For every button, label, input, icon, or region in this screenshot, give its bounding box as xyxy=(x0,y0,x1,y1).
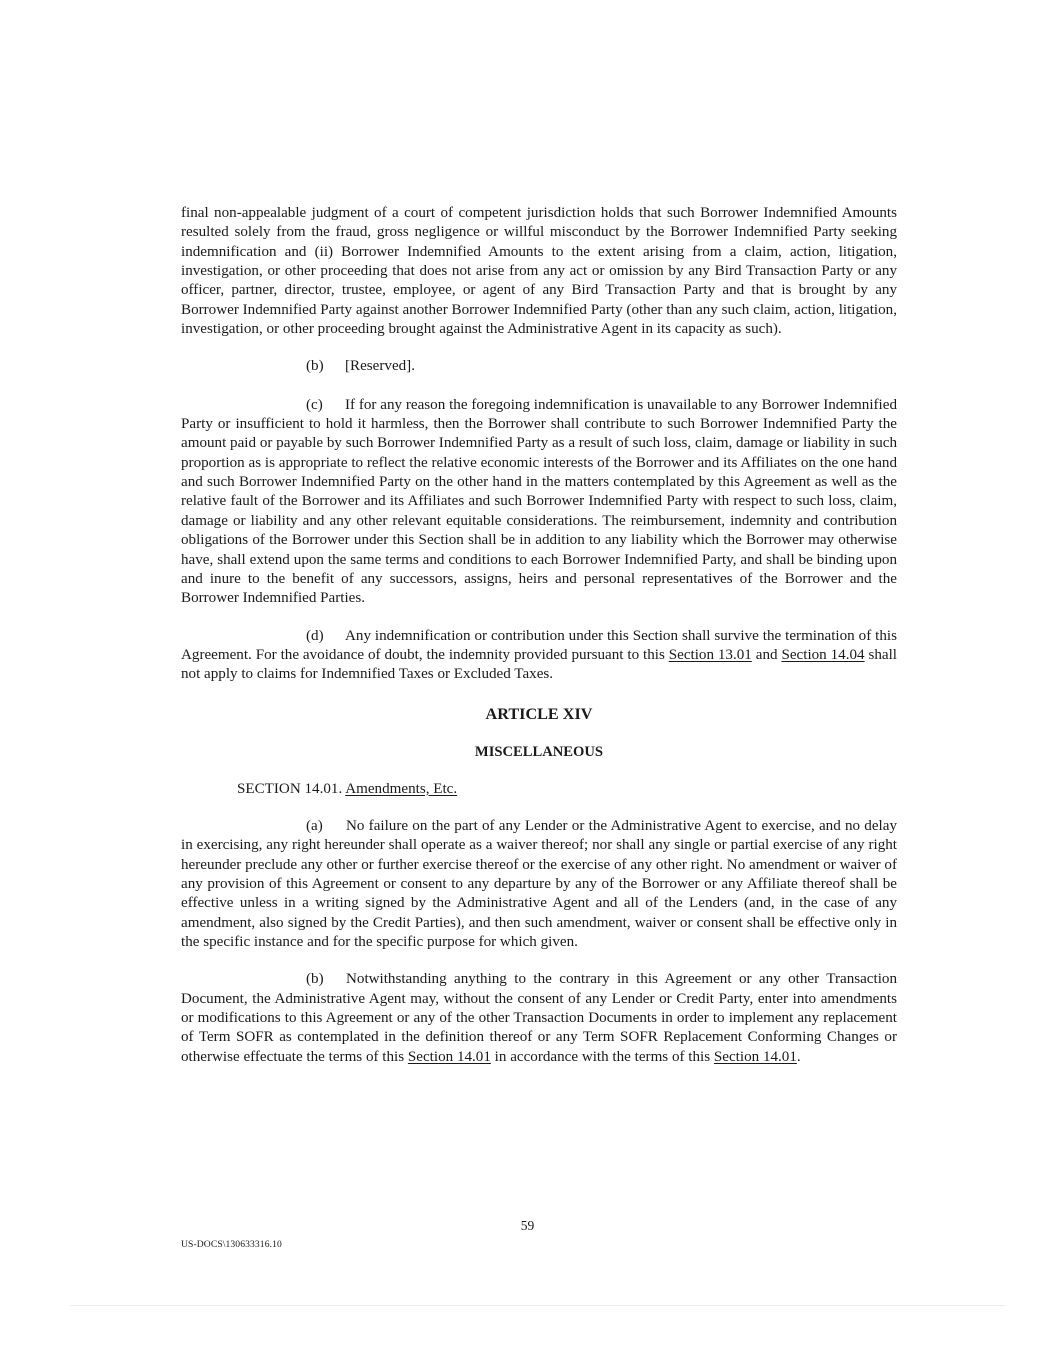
document-body xyxy=(181,204,897,1067)
intro-paragraph: final non-appealable judgment of a court of competent jurisdiction holds that such Borrower Indemnified Amounts resulted solely from the fraud, gross negligence or willful misconduct by the Borrower Indemnified Party seeking indemnification and (ii) Borrower Indemnified Amounts to the extent arising from a claim, action, litigation, investigation, or other proceeding that does not arise from any act or omission by any Bird Transaction Party or any officer, partner, director, trustee, employee, or agent of any Bird Transaction Party and that is brought by any Borrower Indemnified Party against another Borrower Indemnified Party (other than any such claim, action, litigation, investigation, or other proceeding brought against the Administrative Agent in its capacity as such). xyxy=(181,205,897,338)
paragraph-d-text-2: and xyxy=(751,646,782,663)
section-14-01-reference-1: Section 14.01 xyxy=(407,1048,491,1065)
paragraph-d xyxy=(181,627,897,685)
article-title: ARTICLE XIV xyxy=(485,704,593,723)
section-paragraph-b xyxy=(181,970,897,1067)
article-subtitle: MISCELLANEOUS xyxy=(474,743,604,760)
paragraph-d-text-1: Any indemnification or contribution under this Section shall survive the termination of this Agreement. For the avoidance of doubt, the indemnity provided pursuant to this xyxy=(181,627,897,663)
page-bottom-edge xyxy=(70,1305,1005,1306)
section-title: Amendments, Etc. xyxy=(345,780,458,797)
section-13-01-reference: Section 13.01 xyxy=(668,646,752,663)
paragraph-c-label: (c) xyxy=(306,396,323,413)
paragraph-c-text: If for any reason the foregoing indemnification is unavailable to any Borrower Indemnified Party or insufficient to hold it harmless, then the Borrower shall contribute to such Borrower Indemnified Party the amount paid or payable by such Borrower Indemnified Party as a result of such loss, claim, damage or liability in such proportion as is appropriate to reflect the relative economic interests of the Borrower and its Affiliates on the one hand and such Borrower Indemnified Party on the other hand in the matters contemplated by this Agreement as well as the relative fault of the Borrower and its Affiliates and such Borrower Indemnified Party with respect to such loss, claim, damage or liability and any other relevant equitable considerations. The reimbursement, indemnity and contribution obligations of the Borrower under this Section shall be in addition to any liability which the Borrower may otherwise have, shall extend upon the same terms and conditions to each Borrower Indemnified Party, and shall be binding upon and inure to the benefit of any successors, assigns, heirs and personal representatives of the Borrower and the Borrower Indemnified Parties. xyxy=(181,396,897,607)
paragraph-b xyxy=(181,357,897,376)
section-14-04-reference: Section 14.04 xyxy=(781,646,865,663)
section-paragraph-b-text-1: Notwithstanding anything to the contrary in this Agreement or any other Transaction Document, the Administrative Agent may, without the consent of any Lender or Credit Party, enter into amendments or modifications to this Agreement or any of the other Transaction Documents in order to implement any replacement of Term SOFR as contemplated in the definition thereof or any Term SOFR Replacement Conforming Changes or otherwise effectuate the terms of this xyxy=(181,971,897,1065)
section-paragraph-a xyxy=(181,817,897,952)
section-number: SECTION 14.01. xyxy=(237,780,343,797)
section-paragraph-a-label: (a) xyxy=(306,817,323,834)
paragraph-b-text: [Reserved]. xyxy=(345,358,415,375)
section-14-01-reference-2: Section 14.01 xyxy=(713,1048,797,1065)
paragraph-d-label: (d) xyxy=(306,627,324,644)
section-paragraph-a-text: No failure on the part of any Lender or the Administrative Agent to exercise, and no delay in exercising, any right hereunder shall operate as a waiver thereof; nor shall any single or partial exercise of any right hereunder preclude any other or further exercise thereof or the exercise of any other right. No amendment or waiver of any provision of this Agreement or consent to any departure by any of the Borrower or any Affiliate thereof shall be effective unless in a writing signed by the Administrative Agent and all of the Lenders (and, in the case of any amendment, also signed by the Credit Parties), and then such amendment, waiver or consent shall be effective only in the specific instance and for the specific purpose for which given. xyxy=(181,817,897,950)
section-paragraph-b-text-2: in accordance with the terms of this xyxy=(490,1048,714,1065)
page-number: 59 xyxy=(520,1218,535,1233)
section-heading xyxy=(181,780,897,799)
section-paragraph-b-text-3: . xyxy=(796,1048,801,1065)
document-id: US-DOCS\130633316.10 xyxy=(181,1239,282,1250)
paragraph-c xyxy=(181,396,897,609)
paragraph-d-text-3: shall not apply to claims for Indemnified Taxes or Excluded Taxes. xyxy=(181,646,897,683)
paragraph-b-label: (b) xyxy=(306,358,324,375)
section-paragraph-b-label: (b) xyxy=(306,971,324,988)
